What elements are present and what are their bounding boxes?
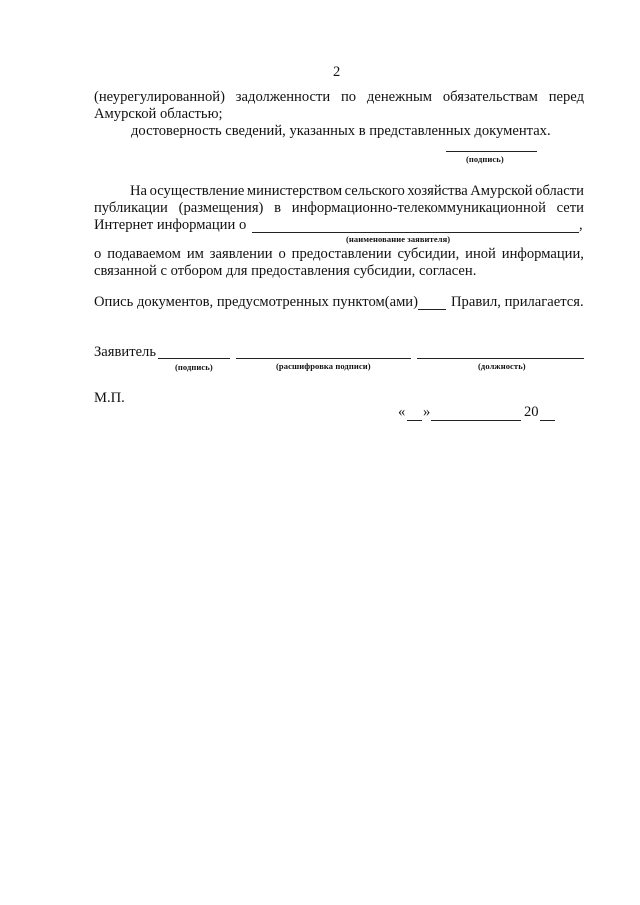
word: информации, [501, 246, 584, 262]
applicant-signature-line [158, 358, 230, 359]
signature-caption: (подпись) [466, 154, 504, 164]
document-inventory-text: Опись документов, предусмотренных пунктом(ами) [94, 294, 418, 310]
word: На [130, 183, 148, 199]
paragraph-3-line-3: Интернет информации о [94, 217, 247, 233]
applicant-signature-caption: (подпись) [175, 362, 213, 372]
page-number: 2 [333, 64, 341, 80]
applicant-name-line [252, 232, 579, 233]
paragraph-3-line-5: связанной с отбором для предоставления субсидии, согласен. [94, 263, 477, 279]
position-line [417, 358, 584, 359]
word: по [340, 89, 357, 105]
applicant-label: Заявитель [94, 344, 156, 360]
word: министерством [246, 183, 343, 199]
clause-number-line [418, 309, 446, 310]
word: обязательствам [442, 89, 538, 105]
date-day-line [407, 420, 422, 421]
word: Амурской [470, 183, 533, 199]
signature-decoding-line [236, 358, 411, 359]
paragraph-1-line-2: Амурской областью; [94, 106, 223, 122]
word: осуществление [149, 183, 245, 199]
word: сети [556, 200, 584, 216]
word: сельского [344, 183, 405, 199]
date-month-line [431, 420, 521, 421]
comma: , [579, 217, 583, 233]
date-open-quote: « [398, 404, 406, 420]
word: информационно-телекоммуникационной [291, 200, 546, 216]
date-close-quote: » [423, 404, 431, 420]
word: перед [548, 89, 584, 105]
word: (неурегулированной) [94, 89, 225, 105]
date-year-prefix: 20 [524, 404, 539, 420]
word: о [278, 246, 286, 262]
paragraph-2: достоверность сведений, указанных в представленных документах. [131, 123, 551, 139]
paragraph-3-line-4 [94, 246, 584, 263]
date-year-line [540, 420, 555, 421]
word: предоставлении [291, 246, 392, 262]
applicant-name-caption: (наименование заявителя) [346, 234, 451, 244]
word: субсидии, [397, 246, 460, 262]
word: хозяйства [407, 183, 468, 199]
paragraph-1-line-1 [94, 89, 584, 106]
document-inventory-suffix: Правил, прилагается. [451, 294, 584, 310]
word: публикации [94, 200, 168, 216]
word: иной [465, 246, 496, 262]
word: денежным [366, 89, 433, 105]
word: о [94, 246, 102, 262]
signature-line [446, 151, 537, 152]
paragraph-3-line-2 [94, 200, 584, 217]
signature-decoding-caption: (расшифровка подписи) [276, 361, 371, 371]
position-caption: (должность) [478, 361, 526, 371]
word: заявлении [209, 246, 273, 262]
paragraph-3-line-1 [130, 183, 584, 200]
word: задолженности [235, 89, 331, 105]
word: им [186, 246, 204, 262]
stamp-label: М.П. [94, 390, 125, 406]
word: в [274, 200, 282, 216]
word: (размещения) [178, 200, 264, 216]
word: подаваемом [107, 246, 181, 262]
word: области [535, 183, 584, 199]
